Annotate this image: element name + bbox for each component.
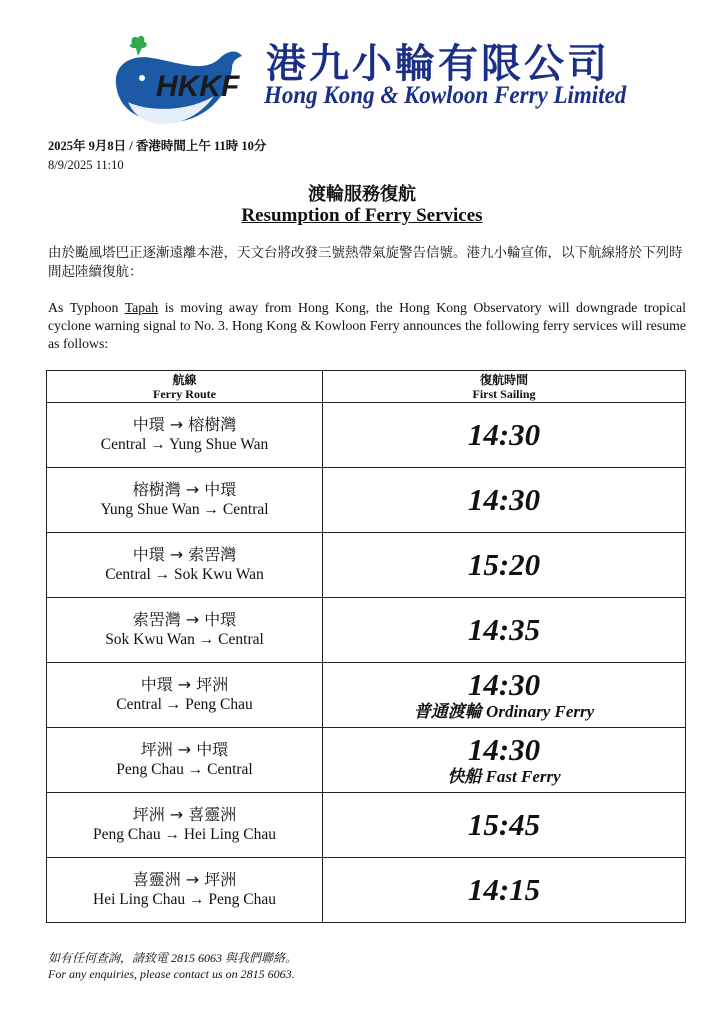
route-cell: 喜靈洲 → 坪洲 Hei Ling Chau → Peng Chau <box>47 858 323 923</box>
time-cell: 15:45 <box>323 793 686 858</box>
time-cell: 14:30 <box>323 403 686 468</box>
table-row <box>47 468 686 533</box>
table-row <box>47 663 686 728</box>
footer-enquiry-en: For any enquiries, please contact us on 2815 6063. <box>48 967 295 981</box>
route-cell: 索罟灣 → 中環 Sok Kwu Wan → Central <box>47 598 323 663</box>
dateline-zh: 2025年 9月8日 / 香港時間上午 11時 10分 <box>48 139 267 153</box>
dateline-en: 8/9/2025 11:10 <box>48 158 124 172</box>
table-row <box>47 728 686 793</box>
route-cell: 坪洲 → 中環 Peng Chau → Central <box>47 728 323 793</box>
table-row <box>47 533 686 598</box>
route-cell: 坪洲 → 喜靈洲 Peng Chau → Hei Ling Chau <box>47 793 323 858</box>
time-cell: 14:30 普通渡輪 Ordinary Ferry <box>323 663 686 728</box>
table-row <box>47 793 686 858</box>
whale-logo-icon <box>108 34 268 132</box>
ferry-type-note: 快船 Fast Ferry <box>447 767 561 786</box>
route-cell: 中環 → 榕樹灣 Central → Yung Shue Wan <box>47 403 323 468</box>
ferry-type-note: 普通渡輪 Ordinary Ferry <box>413 702 595 721</box>
time-cell: 14:35 <box>323 598 686 663</box>
page-title-en: Resumption of Ferry Services <box>241 205 483 226</box>
page-title-zh: 渡輪服務復航 <box>308 184 416 204</box>
company-header <box>108 34 627 132</box>
notice-zh: 由於颱風塔巴正逐漸遠離本港，天文台將改發三號熱帶氣旋警告信號。港九小輪宣佈，以下航線將於下列時間起陸續復航： <box>48 245 683 280</box>
header-route: 航線 Ferry Route <box>47 371 323 403</box>
typhoon-name: Tapah <box>124 300 159 315</box>
header-first-sailing: 復航時間 First Sailing <box>323 371 686 403</box>
route-cell: 中環 → 坪洲 Central → Peng Chau <box>47 663 323 728</box>
table-row <box>47 403 686 468</box>
time-cell: 15:20 <box>323 533 686 598</box>
time-cell: 14:30 <box>323 468 686 533</box>
table-row <box>47 598 686 663</box>
company-name-en: Hong Kong & Kowloon Ferry Limited <box>264 82 627 109</box>
company-name-zh: 港九小輪有限公司 <box>266 40 610 87</box>
notice-en: As Typhoon Tapah is moving away from Hong Kong, the Hong Kong Observatory will downgrade tropical cyclone warning signal to No. 3. Hong Kong & Kowloon Ferry announces the following ferry services will resume as follows: <box>48 300 686 351</box>
footer-enquiry-zh: 如有任何查詢，請致電 2815 6063 與我們聯絡。 <box>48 951 298 965</box>
table-row <box>47 858 686 923</box>
ferry-schedule-table <box>46 370 686 923</box>
route-cell: 榕樹灣 → 中環 Yung Shue Wan → Central <box>47 468 323 533</box>
time-cell: 14:30 快船 Fast Ferry <box>323 728 686 793</box>
logo-wordmark: HKKF <box>156 70 240 103</box>
time-cell: 14:15 <box>323 858 686 923</box>
route-cell: 中環 → 索罟灣 Central → Sok Kwu Wan <box>47 533 323 598</box>
